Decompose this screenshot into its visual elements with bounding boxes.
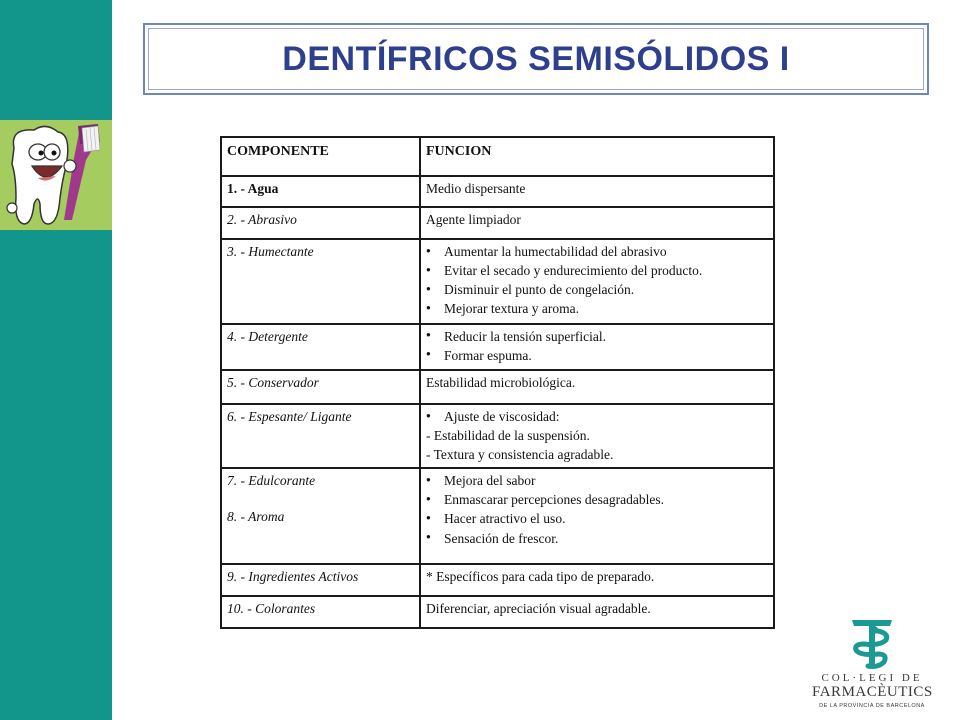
header-funcion: FUNCION: [420, 137, 774, 176]
component-cell: [221, 176, 420, 207]
function-line: ● Formar espuma.: [426, 347, 768, 366]
function-line: - Textura y consistencia agradable.: [426, 446, 614, 462]
table-row: [221, 239, 774, 324]
component-name: 2. - Abrasivo: [227, 212, 297, 227]
function-cell: [420, 207, 774, 239]
function-cell: [420, 596, 774, 628]
component-cell: [221, 370, 420, 404]
component-name: 6. - Espesante/ Ligante: [227, 408, 352, 424]
component-name: 3. - Humectante: [227, 244, 314, 259]
component-cell: [221, 239, 420, 324]
component-name: 9. - Ingredientes Activos: [227, 569, 359, 585]
function-line: * Específicos para cada tipo de preparado.: [426, 569, 655, 585]
function-line: ● Enmascarar percepciones desagradables.: [426, 491, 768, 510]
function-line: Diferenciar, apreciación visual agradable.: [426, 601, 651, 617]
function-line: Estabilidad microbiológica.: [426, 374, 576, 390]
function-line: ● Sensación de frescor.: [426, 530, 768, 549]
table-row: [221, 176, 774, 207]
function-cell: [420, 324, 774, 370]
function-line: Medio dispersante: [426, 181, 526, 196]
function-cell: [420, 370, 774, 404]
title-box: [143, 23, 929, 95]
components-table: [220, 136, 775, 629]
component-cell: [221, 596, 420, 628]
component-name: 7. - Edulcorante: [227, 473, 316, 489]
function-line: ● Mejorar textura y aroma.: [426, 300, 768, 319]
component-cell: [221, 207, 420, 239]
function-line: ● Mejora del sabor: [426, 472, 768, 491]
tooth-mascot-panel: [0, 120, 112, 230]
function-line: Agente limpiador: [426, 212, 521, 227]
table-row: [221, 404, 774, 468]
table-header-row: [221, 137, 774, 176]
table-row: [221, 468, 774, 564]
function-line: ● Evitar el secado y endurecimiento del producto.: [426, 262, 768, 281]
logo-line-3: DE LA PROVÍNCIA DE BARCELONA: [819, 703, 925, 709]
component-cell: [221, 468, 420, 564]
function-line: ● Disminuir el punto de congelación.: [426, 281, 768, 300]
component-name: 8. - Aroma: [227, 509, 285, 525]
tooth-mascot-icon: [0, 120, 112, 230]
left-sidebar: [0, 0, 112, 720]
logo-line-1: COL·LEGI DE: [821, 672, 923, 684]
function-cell: [420, 239, 774, 324]
logo-line-2: FARMACÈUTICS: [812, 684, 933, 700]
function-line: - Estabilidad de la suspensión.: [426, 428, 590, 444]
component-cell: [221, 564, 420, 596]
table-row: [221, 370, 774, 404]
component-name: 4. - Detergente: [227, 328, 308, 344]
function-line: ● Hacer atractivo el uso.: [426, 510, 768, 529]
component-name: 10. - Colorantes: [227, 601, 316, 617]
component-cell: [221, 404, 420, 468]
function-cell: [420, 404, 774, 468]
college-logo: [812, 614, 932, 714]
caduceus-icon: [846, 614, 898, 670]
component-name: 5. - Conservador: [227, 374, 319, 390]
function-line: ● Reducir la tensión superficial.: [426, 328, 768, 347]
table-row: [221, 324, 774, 370]
function-cell: [420, 176, 774, 207]
table-row: [221, 564, 774, 596]
function-line: ● Aumentar la humectabilidad del abrasivo: [426, 243, 768, 262]
page-title: DENTÍFRICOS SEMISÓLIDOS I: [282, 39, 790, 78]
component-cell: [221, 324, 420, 370]
component-name: [227, 490, 414, 508]
function-line: ● Ajuste de viscosidad:: [426, 408, 768, 427]
function-cell: [420, 468, 774, 564]
header-componente: COMPONENTE: [221, 137, 420, 176]
component-name: 1. - Agua: [227, 181, 279, 196]
function-cell: [420, 564, 774, 596]
table-row: [221, 207, 774, 239]
table-row: [221, 596, 774, 628]
